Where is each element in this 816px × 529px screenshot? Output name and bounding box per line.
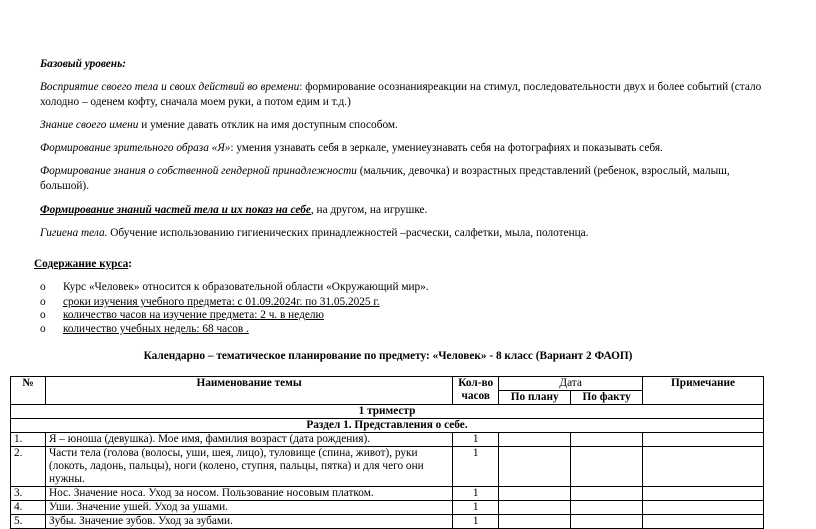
section-row [11, 419, 764, 433]
paragraph-text: , на другом, на игрушке. [310, 204, 428, 216]
row-num: 5. [11, 515, 46, 529]
header-hours: Кол-во часов [453, 377, 499, 405]
level-heading: Базовый уровень: [40, 58, 127, 70]
section-label: Раздел 1. Представления о себе. [11, 419, 764, 433]
header-date-fact: По факту [571, 391, 643, 405]
content-heading-colon: : [128, 258, 133, 270]
header-num: № [11, 377, 46, 405]
paragraph-self-image [40, 141, 762, 156]
table-header-row [11, 377, 764, 391]
row-topic: Нос. Значение носа. Уход за носом. Пользование носовым платком. [45, 487, 452, 501]
row-note [643, 447, 764, 487]
bullet-icon: o [40, 296, 46, 308]
header-topic: Наименование темы [45, 377, 452, 405]
paragraph-text: Обучение использованию гигиенических принадлежностей –расчески, салфетки, мыла, полотенца. [107, 227, 589, 239]
paragraph-gender [40, 164, 762, 194]
row-hours: 1 [453, 501, 499, 515]
row-date-plan [499, 433, 571, 447]
row-hours: 1 [453, 447, 499, 487]
paragraph-hygiene [40, 226, 762, 241]
table-row [11, 515, 764, 529]
paragraph-text: : формирование осознанияреакции на стимул, последовательности двух и более событий (стало холодно – оденем кофту, сначала моем руки, а потом едим и т.д.) [40, 81, 762, 108]
paragraph-lead: Формирование знания о собственной гендерной принадлежности [40, 165, 357, 177]
content-heading [34, 257, 756, 272]
row-topic: Я – юноша (девушка). Мое имя, фамилия возраст (дата рождения). [45, 433, 452, 447]
row-num: 1. [11, 433, 46, 447]
row-topic: Зубы. Значение зубов. Уход за зубами. [45, 515, 452, 529]
row-num: 2. [11, 447, 46, 487]
row-date-fact [571, 501, 643, 515]
row-num: 4. [11, 501, 46, 515]
plan-table [10, 376, 764, 529]
paragraph-body-parts [40, 203, 762, 218]
paragraph-lead: Знание своего имени [40, 119, 139, 131]
header-date-plan: По плану [499, 391, 571, 405]
row-date-plan [499, 501, 571, 515]
bullet-icon: o [40, 309, 46, 321]
content-heading-text: Содержание курса [34, 258, 129, 270]
row-topic: Части тела (голова (волосы, уши, шея, лицо), туловище (спина, живот), руки (локоть, ладонь, пальцы), ноги (колено, ступня, пальцы, пятка) и для чего они нужны. [45, 447, 452, 487]
row-topic: Уши. Значение ушей. Уход за ушами. [45, 501, 452, 515]
paragraph-lead: Гигиена тела. [40, 227, 108, 239]
row-hours: 1 [453, 515, 499, 529]
term-label: 1 триместр [11, 405, 764, 419]
list-item-text: количество учебных недель: 68 часов . [63, 323, 249, 335]
table-row [11, 447, 764, 487]
list-item-text: сроки изучения учебного предмета: с 01.09.2024г. по 31.05.2025 г. [63, 296, 380, 308]
paragraph-name [40, 118, 762, 133]
row-hours: 1 [453, 487, 499, 501]
row-num: 3. [11, 487, 46, 501]
plan-caption: Календарно – тематическое планирование по предмету: «Человек» - 8 класс (Вариант 2 ФАОП) [143, 350, 633, 362]
row-note [643, 487, 764, 501]
term-row [11, 405, 764, 419]
paragraph-text: и умение давать отклик на имя доступным способом. [138, 119, 398, 131]
row-note [643, 501, 764, 515]
bullet-icon: o [40, 323, 46, 335]
header-date: Дата [499, 377, 643, 391]
table-row [11, 487, 764, 501]
list-item-text: Курс «Человек» относится к образовательной области «Окружающий мир». [63, 281, 429, 293]
row-hours: 1 [453, 433, 499, 447]
paragraph-text: : умения узнавать себя в зеркале, умениеузнавать себя на фотографиях и показывать себя. [230, 142, 663, 154]
row-date-plan [499, 447, 571, 487]
row-note [643, 433, 764, 447]
paragraph-text: (мальчик, девочка) и возрастных представлений (ребенок, взрослый, малыш, большой). [40, 165, 730, 192]
row-date-plan [499, 487, 571, 501]
paragraph-lead: Формирование зрительного образа «Я» [40, 142, 231, 154]
row-date-plan [499, 515, 571, 529]
row-date-fact [571, 515, 643, 529]
paragraph-lead: Формирование знаний частей тела и их показ на себе [40, 204, 311, 216]
list-item-text: количество часов на изучение предмета: 2 ч. в неделю [63, 309, 324, 321]
bullet-icon: o [40, 281, 46, 293]
paragraph-lead: Восприятие своего тела и своих действий во времени [40, 81, 300, 93]
row-date-fact [571, 433, 643, 447]
paragraph-time-perception [40, 80, 762, 110]
row-note [643, 515, 764, 529]
table-row [11, 501, 764, 515]
row-date-fact [571, 487, 643, 501]
row-date-fact [571, 447, 643, 487]
table-row [11, 433, 764, 447]
header-note: Примечание [643, 377, 764, 405]
